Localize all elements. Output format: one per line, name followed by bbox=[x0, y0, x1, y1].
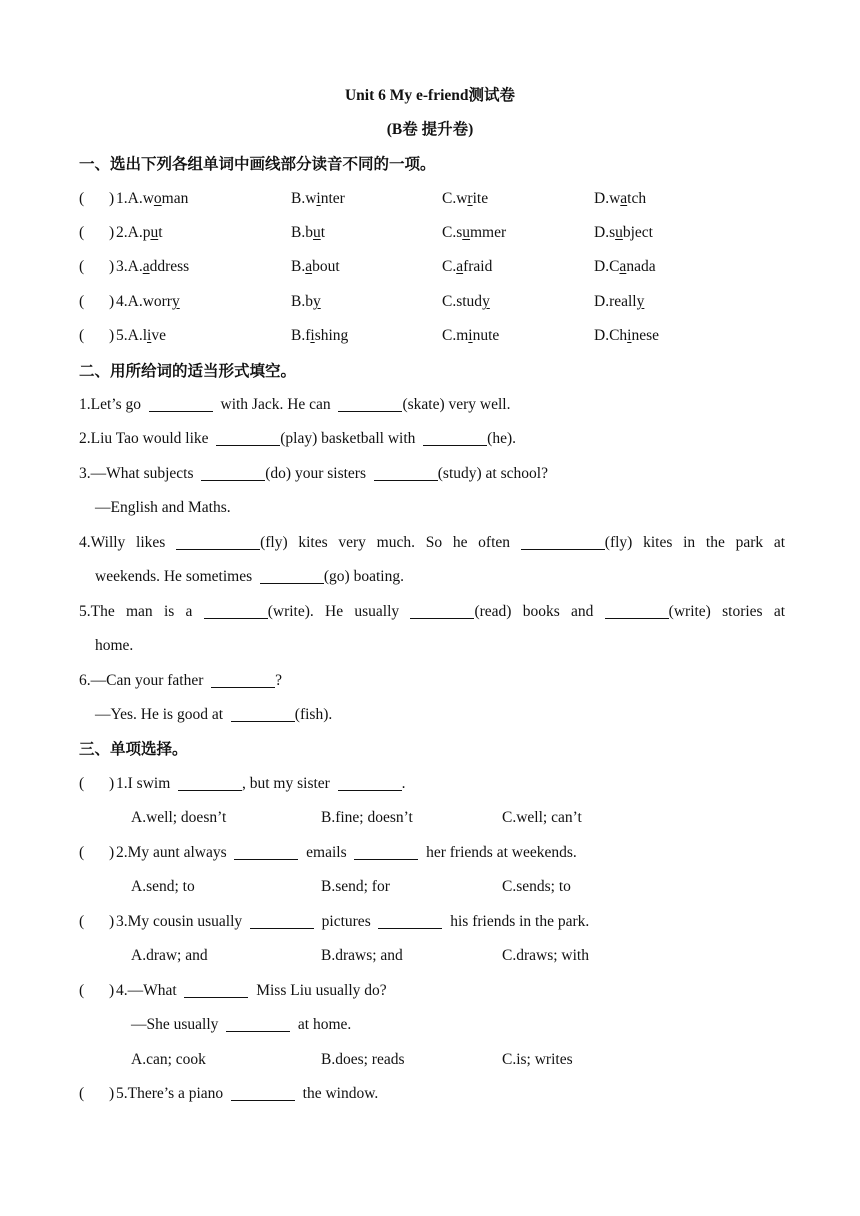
section1-heading: 一、选出下列各组单词中画线部分读音不同的一项。 bbox=[79, 155, 436, 173]
question-text: (go) boating. bbox=[323, 568, 404, 585]
answer-paren-close: ) bbox=[109, 844, 115, 861]
s2-question-6 bbox=[0, 666, 860, 696]
choice-a: A.can; cook bbox=[131, 1051, 206, 1068]
question-text: 1.Let’s go bbox=[79, 396, 141, 413]
answer-blank[interactable] bbox=[338, 774, 402, 791]
answer-blank[interactable] bbox=[521, 533, 605, 550]
question-text: the window. bbox=[302, 1085, 379, 1102]
choice-a: A.send; to bbox=[131, 878, 195, 895]
answer-blank[interactable] bbox=[234, 843, 298, 860]
choice-c: C.draws; with bbox=[502, 947, 589, 964]
option-c: C.minute bbox=[442, 327, 500, 344]
answer-paren-close: ) bbox=[109, 258, 115, 275]
option-b: B.but bbox=[291, 224, 326, 241]
answer-paren-open: ( bbox=[79, 293, 85, 310]
answer-paren-close: ) bbox=[109, 327, 115, 344]
question-text: , but my sister bbox=[242, 775, 330, 792]
question-text: emails bbox=[306, 844, 347, 861]
s3-options-1 bbox=[0, 803, 860, 833]
s2-question-1 bbox=[0, 390, 860, 420]
choice-a: A.well; doesn’t bbox=[131, 809, 227, 826]
option-d: D.Chinese bbox=[594, 327, 660, 344]
question-text: 2.My aunt always bbox=[116, 844, 227, 861]
s3-question-3 bbox=[0, 907, 860, 937]
option-d: D.really bbox=[594, 293, 645, 310]
question-text: 4.—What bbox=[116, 982, 177, 999]
answer-blank[interactable] bbox=[378, 912, 442, 929]
answer-blank[interactable] bbox=[216, 429, 280, 446]
choice-b: B.fine; doesn’t bbox=[321, 809, 413, 826]
answer-paren-open: ( bbox=[79, 224, 85, 241]
option-c: C.summer bbox=[442, 224, 507, 241]
section2-heading: 二、用所给词的适当形式填空。 bbox=[79, 362, 297, 380]
question-text: (fish). bbox=[294, 706, 333, 723]
s3-options-2 bbox=[0, 872, 860, 902]
s3-options-4 bbox=[0, 1045, 860, 1075]
answer-blank[interactable] bbox=[605, 602, 669, 619]
choice-c: C.is; writes bbox=[502, 1051, 573, 1068]
question-text: 4.Willy likes bbox=[79, 534, 166, 551]
question-text: (skate) very well. bbox=[402, 396, 511, 413]
question-text: Miss Liu usually do? bbox=[256, 982, 387, 999]
question-text: (fly) kites very much. So he often bbox=[260, 534, 511, 551]
s2-question-4 bbox=[0, 528, 860, 558]
answer-paren-open: ( bbox=[79, 775, 85, 792]
answer-blank[interactable] bbox=[231, 705, 295, 722]
answer-blank[interactable] bbox=[204, 602, 268, 619]
answer-blank[interactable] bbox=[410, 602, 474, 619]
option-a: 4.A.worry bbox=[116, 293, 180, 310]
question-text: (study) at school? bbox=[437, 465, 548, 482]
option-a: 2.A.put bbox=[116, 224, 163, 241]
answer-blank[interactable] bbox=[211, 671, 275, 688]
answer-blank[interactable] bbox=[176, 533, 260, 550]
section3-heading: 三、单项选择。 bbox=[79, 740, 188, 758]
answer-blank[interactable] bbox=[354, 843, 418, 860]
option-c: C.afraid bbox=[442, 258, 493, 275]
option-b: B.fishing bbox=[291, 327, 349, 344]
answer-paren-open: ( bbox=[79, 982, 85, 999]
question-text: pictures bbox=[321, 913, 371, 930]
choice-c: C.sends; to bbox=[502, 878, 571, 895]
option-c: C.write bbox=[442, 190, 489, 207]
s2-question-2 bbox=[0, 424, 860, 454]
answer-paren-open: ( bbox=[79, 913, 85, 930]
question-text: (play) basketball with bbox=[280, 430, 416, 447]
s3-question-1 bbox=[0, 769, 860, 799]
option-b: B.by bbox=[291, 293, 321, 310]
answer-paren-open: ( bbox=[79, 1085, 85, 1102]
question-text: 2.Liu Tao would like bbox=[79, 430, 209, 447]
answer-paren-close: ) bbox=[109, 982, 115, 999]
question-text: 5.There’s a piano bbox=[116, 1085, 224, 1102]
question-text: home. bbox=[95, 637, 134, 654]
option-c: C.study bbox=[442, 293, 490, 310]
s2-question-3 bbox=[0, 459, 860, 489]
option-a: 1.A.woman bbox=[116, 190, 189, 207]
question-text: (write). He usually bbox=[267, 603, 400, 620]
answer-paren-close: ) bbox=[109, 1085, 115, 1102]
option-b: B.winter bbox=[291, 190, 345, 207]
answer-blank[interactable] bbox=[423, 429, 487, 446]
option-d: D.watch bbox=[594, 190, 647, 207]
s3-question-2 bbox=[0, 838, 860, 868]
question-text: her friends at weekends. bbox=[426, 844, 577, 861]
s1-question-5 bbox=[0, 321, 860, 351]
question-text: ? bbox=[275, 672, 283, 689]
question-text: with Jack. He can bbox=[220, 396, 331, 413]
page-title: Unit 6 My e-friend测试卷 bbox=[344, 87, 516, 104]
answer-line: —English and Maths. bbox=[95, 499, 231, 516]
answer-paren-open: ( bbox=[79, 327, 85, 344]
question-text: (write) stories at bbox=[668, 603, 786, 620]
question-text: —She usually bbox=[131, 1016, 219, 1033]
s3-question-4 bbox=[0, 976, 860, 1006]
option-b: B.about bbox=[291, 258, 340, 275]
s3-options-3 bbox=[0, 941, 860, 971]
question-text: at home. bbox=[297, 1016, 352, 1033]
choice-b: B.does; reads bbox=[321, 1051, 405, 1068]
answer-blank[interactable] bbox=[231, 1084, 295, 1101]
answer-blank[interactable] bbox=[260, 567, 324, 584]
answer-paren-close: ) bbox=[109, 775, 115, 792]
question-text: weekends. He sometimes bbox=[95, 568, 253, 585]
question-text: 3.My cousin usually bbox=[116, 913, 243, 930]
answer-paren-close: ) bbox=[109, 293, 115, 310]
option-a: 5.A.live bbox=[116, 327, 166, 344]
answer-paren-close: ) bbox=[109, 224, 115, 241]
choice-b: B.draws; and bbox=[321, 947, 403, 964]
s2-question-5 bbox=[0, 597, 860, 627]
s3-question-5 bbox=[0, 1079, 860, 1109]
answer-paren-open: ( bbox=[79, 844, 85, 861]
question-text: 6.—Can your father bbox=[79, 672, 204, 689]
choice-a: A.draw; and bbox=[131, 947, 208, 964]
option-d: D.subject bbox=[594, 224, 653, 241]
question-text: 5.The man is a bbox=[79, 603, 193, 620]
choice-c: C.well; can’t bbox=[502, 809, 582, 826]
answer-paren-close: ) bbox=[109, 913, 115, 930]
s1-question-4 bbox=[0, 287, 860, 317]
s1-question-2 bbox=[0, 218, 860, 248]
question-text: 1.I swim bbox=[116, 775, 171, 792]
answer-line: —Yes. He is good at bbox=[95, 706, 224, 723]
answer-blank[interactable] bbox=[201, 464, 265, 481]
question-text: (read) books and bbox=[474, 603, 594, 620]
answer-blank[interactable] bbox=[374, 464, 438, 481]
answer-blank[interactable] bbox=[250, 912, 314, 929]
answer-paren-open: ( bbox=[79, 258, 85, 275]
question-text: 3.—What subjects bbox=[79, 465, 194, 482]
question-text: his friends in the park. bbox=[450, 913, 590, 930]
question-text: (he). bbox=[487, 430, 516, 447]
answer-blank[interactable] bbox=[338, 395, 402, 412]
answer-blank[interactable] bbox=[184, 981, 248, 998]
answer-blank[interactable] bbox=[226, 1015, 290, 1032]
page-subtitle: (B卷 提升卷) bbox=[386, 121, 474, 138]
option-d: D.Canada bbox=[594, 258, 656, 275]
s1-question-1 bbox=[0, 184, 860, 214]
answer-paren-close: ) bbox=[109, 190, 115, 207]
answer-blank[interactable] bbox=[149, 395, 213, 412]
answer-paren-open: ( bbox=[79, 190, 85, 207]
answer-blank[interactable] bbox=[178, 774, 242, 791]
choice-b: B.send; for bbox=[321, 878, 390, 895]
question-text: . bbox=[401, 775, 406, 792]
question-text: (do) your sisters bbox=[265, 465, 367, 482]
option-a: 3.A.address bbox=[116, 258, 190, 275]
s1-question-3 bbox=[0, 252, 860, 282]
question-text: (fly) kites in the park at bbox=[604, 534, 786, 551]
